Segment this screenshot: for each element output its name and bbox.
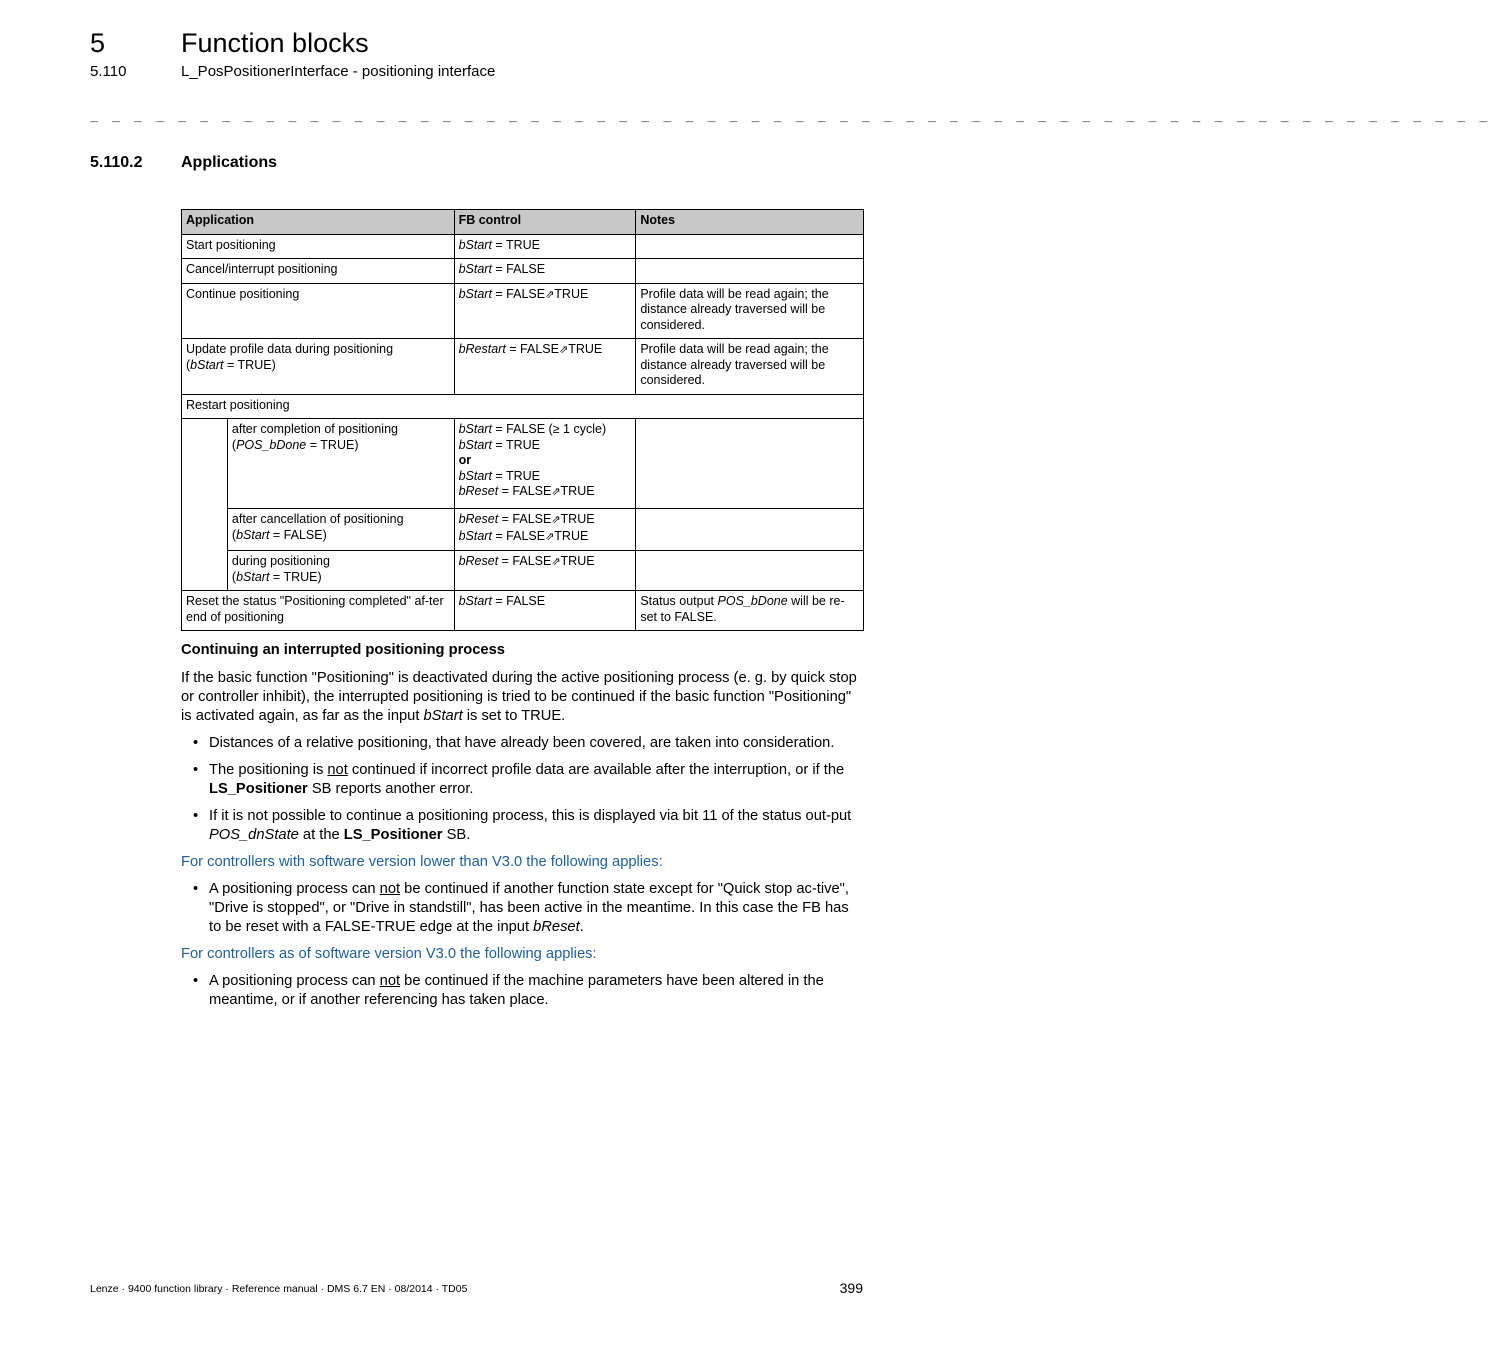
block-name: LS_Positioner (343, 827, 443, 843)
notes-text: will be re-set to FALSE. (640, 594, 845, 624)
col-header-notes: Notes (636, 210, 864, 235)
paren-text: ( (231, 437, 237, 452)
text: . (579, 919, 584, 935)
variable-name: bStart (236, 527, 270, 542)
value-text: TRUE (560, 554, 595, 568)
paren-text: = FALSE) (269, 527, 327, 542)
cell-fb-control (454, 283, 636, 339)
variable-name: bStart (458, 437, 492, 452)
text: If it is not possible to continue a positioning process, this is displayed via bit 11 of the status out-put (209, 808, 852, 824)
application-text: after completion of positioning (231, 422, 398, 436)
variable-name: bStart (458, 528, 492, 543)
rising-edge-arrow-icon: ⇗ (558, 344, 569, 356)
text: be continued if the machine parameters have been altered in the meantime, or if another referencing has taken place. (209, 973, 824, 1008)
text: be continued if another function state except for "Quick stop ac-tive", "Drive is stopped", or "Drive in standstill", has been active in the meantime. In this case the FB has to be reset with a FALSE-TRUE edge at the input (209, 881, 849, 935)
emphasis-text: not (379, 973, 401, 989)
bullet-list (181, 880, 864, 937)
cell-notes (636, 509, 864, 551)
paren-text: ( (231, 569, 237, 584)
value-text: TRUE (560, 484, 595, 498)
cell-fb-control (454, 234, 636, 259)
value-text: = FALSE (498, 484, 552, 498)
cell-fb-control (454, 419, 636, 509)
text: is set to TRUE. (462, 708, 566, 724)
footer-text: Lenze · 9400 function library · Reference manual · DMS 6.7 EN · 08/2014 · TD05 (90, 1283, 468, 1295)
version-note-heading: For controllers as of software version V3.0 the following applies: (181, 946, 597, 962)
cell-notes (636, 591, 864, 631)
value-text: = TRUE (491, 237, 540, 252)
rising-edge-arrow-icon: ⇗ (551, 556, 561, 568)
cell-application (227, 419, 454, 509)
text: A positioning process can (209, 881, 380, 897)
cell-fb-control (454, 551, 636, 591)
list-item (181, 972, 864, 1010)
list-item (181, 761, 864, 799)
emphasis-text: not (327, 762, 348, 778)
list-item (181, 807, 864, 845)
col-header-fb-control: FB control (454, 210, 636, 235)
table-row (182, 339, 864, 395)
cell-application (227, 551, 454, 591)
value-text: = FALSE (≥ 1 cycle) (491, 422, 607, 436)
value-text: TRUE (568, 342, 603, 356)
variable-name: POS_bDone (717, 594, 788, 608)
value-text: = FALSE (491, 594, 546, 608)
variable-name: bStart (458, 594, 492, 608)
variable-name: bStart (458, 262, 492, 276)
header-divider: _ _ _ _ _ _ _ _ _ _ _ _ _ _ _ _ _ _ _ _ _ _ _ _ _ _ _ _ _ _ _ _ _ _ _ _ _ _ _ _ _ _ _ _ _ _ _ _ _ _ _ _ _ _ _ _ _ _ _ _ _ _ _ _ (90, 108, 1490, 123)
rising-edge-arrow-icon: ⇗ (551, 514, 561, 526)
text: at the (298, 827, 344, 843)
rising-edge-arrow-icon: ⇗ (545, 288, 555, 301)
rising-edge-arrow-icon: ⇗ (545, 530, 555, 543)
paren-text: = TRUE) (306, 437, 359, 452)
cell-application: Start positioning (182, 234, 455, 259)
value-text: = FALSE (498, 554, 552, 568)
list-item: • Distances of a relative positioning, that have already been covered, are taken into consideration. (181, 734, 864, 753)
application-text: during positioning (231, 554, 330, 568)
table-row (182, 551, 864, 591)
cell-application: Cancel/interrupt positioning (182, 259, 455, 284)
value-text: = TRUE (491, 468, 540, 483)
table-row (182, 509, 864, 551)
table-row (182, 283, 864, 339)
value-text: = TRUE (491, 437, 540, 452)
paren-text: ( (186, 357, 191, 372)
section-number: 5.110 (90, 63, 127, 80)
chapter-number: 5 (90, 28, 106, 58)
value-text: TRUE (554, 528, 589, 543)
cell-notes (636, 419, 864, 509)
value-text: = FALSE (491, 262, 546, 276)
variable-name: bStart (458, 422, 492, 436)
value-text: = FALSE (491, 286, 546, 301)
cell-fb-control (454, 339, 636, 395)
page-number: 399 (839, 1280, 863, 1296)
variable-name: bReset (458, 554, 499, 568)
variable-name: bStart (458, 237, 492, 252)
cell-notes: Profile data will be read again; the distance already traversed will be considered. (636, 339, 864, 395)
value-text: = FALSE (505, 342, 559, 356)
or-label: or (458, 453, 472, 467)
subsection-number: 5.110.2 (90, 154, 143, 171)
text: SB reports another error. (307, 781, 474, 797)
bullet-list (181, 734, 864, 845)
col-header-application: Application (182, 210, 455, 235)
cell-notes (636, 551, 864, 591)
cell-application (182, 339, 455, 395)
table-row (182, 259, 864, 284)
applications-table (181, 209, 864, 631)
variable-name: bStart (190, 357, 224, 372)
value-text: = FALSE (491, 528, 546, 543)
block-name: LS_Positioner (209, 781, 308, 797)
body-text (181, 641, 864, 1018)
paren-text: = TRUE) (223, 357, 276, 372)
intro-paragraph (181, 669, 864, 726)
cell-notes (636, 259, 864, 284)
variable-name: POS_dnState (209, 827, 299, 843)
cell-application: Continue positioning (182, 283, 455, 339)
cell-fb-control (454, 591, 636, 631)
rising-edge-arrow-icon: ⇗ (551, 486, 561, 498)
variable-name: bReset (533, 919, 580, 935)
value-text: TRUE (560, 512, 595, 526)
value-text: = FALSE (498, 512, 552, 526)
table-row (182, 591, 864, 631)
table-row (182, 394, 864, 419)
bullet-list (181, 972, 864, 1010)
variable-name: bReset (458, 484, 499, 498)
application-text: Update profile data during positioning (186, 342, 394, 356)
list-item (181, 880, 864, 937)
notes-text: Status output (640, 594, 718, 608)
variable-name: bStart (236, 569, 270, 584)
cell-application: Restart positioning (182, 394, 864, 419)
cell-notes (636, 234, 864, 259)
variable-name: POS_bDone (236, 437, 307, 452)
variable-name: bStart (458, 286, 492, 301)
cell-notes: Profile data will be read again; the distance already traversed will be considered. (636, 283, 864, 339)
cell-application: Reset the status "Positioning completed" af-ter end of positioning (182, 591, 455, 631)
version-note-heading: For controllers with software version lower than V3.0 the following applies: (181, 854, 663, 870)
text: A positioning process can (209, 973, 380, 989)
paren-text: = TRUE) (269, 569, 322, 584)
paren-text: ( (231, 527, 237, 542)
variable-name: bStart (423, 708, 463, 724)
section-title: L_PosPositionerInterface - positioning interface (181, 63, 496, 80)
variable-name: bStart (458, 468, 492, 483)
subsection-title: Applications (181, 154, 278, 171)
value-text: TRUE (554, 286, 589, 301)
emphasis-text: not (379, 881, 401, 897)
application-text: after cancellation of positioning (231, 512, 404, 526)
table-row (182, 234, 864, 259)
text: If the basic function "Positioning" is deactivated during the active positioning process (e. g. by quick stop or controller inhibit), the interrupted positioning is tried to be continued if the basic function "Positioning" is activated again, as far as the input (181, 670, 857, 724)
cell-fb-control (454, 259, 636, 284)
text: SB. (442, 827, 471, 843)
variable-name: bRestart (458, 342, 506, 356)
cell-fb-control (454, 509, 636, 551)
table-row (182, 419, 864, 509)
cell-application (227, 509, 454, 551)
paragraph-heading: Continuing an interrupted positioning process (181, 642, 505, 658)
variable-name: bReset (458, 512, 499, 526)
text: The positioning is (209, 762, 328, 778)
indent-cell (182, 419, 228, 591)
text: continued if incorrect profile data are available after the interruption, or if the (347, 762, 845, 778)
chapter-title: Function blocks (181, 28, 369, 58)
table-header-row (182, 210, 864, 235)
